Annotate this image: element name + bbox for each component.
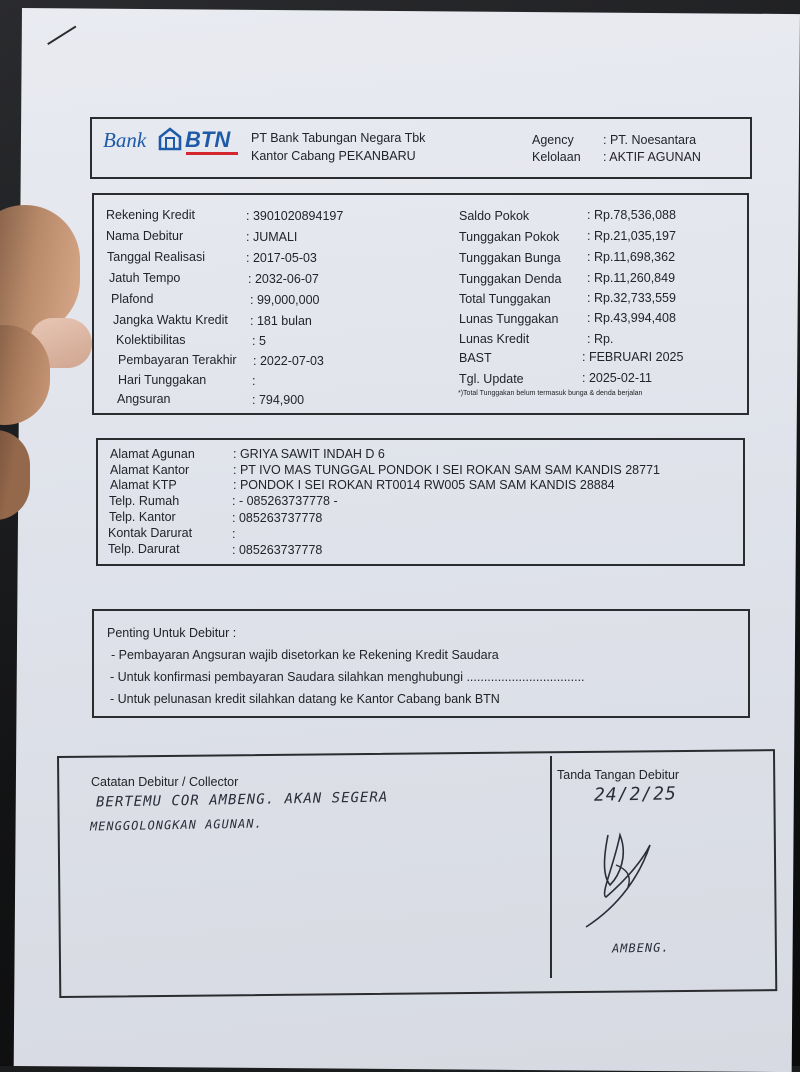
loan-left-label: Rekening Kredit [106, 208, 195, 222]
loan-left-label: Kolektibilitas [116, 333, 186, 347]
loan-left-label: Nama Debitur [106, 229, 184, 243]
loan-left-value: : 5 [252, 334, 266, 348]
handwritten-note-line1: BERTEMU COR AMBENG. AKAN SEGERA [95, 789, 389, 811]
loan-right-value: : 2025-02-11 [582, 371, 652, 385]
address-value: : GRIYA SAWIT INDAH D 6 [233, 447, 385, 461]
kelolaan-value: : AKTIF AGUNAN [603, 150, 701, 164]
address-label: Alamat Agunan [110, 447, 195, 461]
loan-right-value: : Rp.78,536,088 [587, 208, 676, 222]
loan-left-value: : JUMALI [246, 230, 298, 244]
loan-right-value: : Rp.43,994,408 [587, 311, 676, 325]
loan-right-label: Saldo Pokok [459, 209, 530, 223]
address-value: : 085263737778 [232, 543, 323, 557]
loan-right-label: Tunggakan Bunga [459, 251, 561, 265]
loan-right-label: Tunggakan Denda [459, 272, 562, 286]
loan-left-label: Jatuh Tempo [109, 271, 181, 285]
address-value: : PT IVO MAS TUNGGAL PONDOK I SEI ROKAN SAM SAM KANDIS 28771 [233, 463, 660, 477]
logo-underline [186, 152, 238, 155]
loan-right-value: : Rp.11,698,362 [587, 250, 676, 264]
address-value: : - 085263737778 - [232, 494, 338, 508]
agency-label: Agency [532, 133, 574, 147]
signature-scribble-icon [580, 815, 680, 935]
kelolaan-label: Kelolaan [532, 150, 581, 164]
branch-name: Kantor Cabang PEKANBARU [251, 149, 416, 163]
loan-right-value: : Rp.32,733,559 [587, 291, 676, 305]
loan-left-label: Plafond [111, 292, 154, 306]
notice-item: - Untuk pelunasan kredit silahkan datang ke Kantor Cabang bank BTN [110, 692, 500, 706]
loan-right-label: Tunggakan Pokok [459, 230, 560, 244]
loan-left-value: : 2032-06-07 [248, 272, 319, 286]
loan-right-label: BAST [459, 351, 492, 365]
loan-right-value: : Rp. [587, 332, 614, 346]
loan-left-value: : 2017-05-03 [246, 251, 317, 265]
address-label: Telp. Kantor [109, 510, 176, 524]
loan-right-label: Lunas Tunggakan [459, 312, 559, 326]
loan-right-label: Tgl. Update [459, 372, 524, 386]
handwritten-signature-name: AMBENG. [611, 940, 670, 956]
loan-right-value: : FEBRUARI 2025 [582, 350, 684, 364]
address-label: Telp. Darurat [108, 542, 180, 556]
address-label: Telp. Rumah [109, 494, 180, 508]
handwritten-signature-date: 24/2/25 [593, 783, 678, 806]
loan-left-label: Jangka Waktu Kredit [113, 313, 228, 327]
handwritten-note-line2: MENGGOLONGKAN AGUNAN. [89, 816, 263, 834]
signature-divider [550, 756, 552, 978]
address-value: : 085263737778 [232, 511, 323, 525]
loan-right-value: : Rp.21,035,197 [587, 229, 676, 243]
loan-left-label: Angsuran [117, 392, 171, 406]
loan-left-label: Tanggal Realisasi [107, 250, 205, 264]
loan-left-value: : 181 bulan [250, 314, 312, 328]
loan-left-value: : 2022-07-03 [253, 354, 324, 368]
address-label: Alamat Kantor [110, 463, 190, 477]
signature-title: Tanda Tangan Debitur [557, 768, 680, 782]
loan-left-label: Hari Tunggakan [118, 373, 207, 387]
loan-right-label: Lunas Kredit [459, 332, 530, 346]
company-name: PT Bank Tabungan Negara Tbk [251, 131, 426, 145]
loan-right-value: : Rp.11,260,849 [587, 271, 676, 285]
address-label: Alamat KTP [110, 478, 177, 492]
notice-title: Penting Untuk Debitur : [107, 626, 237, 640]
bank-logo-text: Bank [103, 128, 147, 152]
notes-title: Catatan Debitur / Collector [91, 775, 239, 789]
btn-logo-text: BTN [185, 127, 231, 152]
loan-left-value: : 99,000,000 [250, 293, 320, 307]
loan-left-value: : [252, 374, 256, 388]
btn-house-logo-icon [158, 127, 182, 151]
address-label: Kontak Darurat [108, 526, 193, 540]
address-value: : PONDOK I SEI ROKAN RT0014 RW005 SAM SAM KANDIS 28884 [233, 478, 615, 492]
loan-right-label: Total Tunggakan [459, 292, 551, 306]
pen-mark-icon [46, 22, 80, 46]
loan-footnote: *)Total Tunggakan belum termasuk bunga & denda berjalan [458, 390, 643, 397]
loan-left-label: Pembayaran Terakhir [118, 353, 237, 367]
loan-left-value: : 3901020894197 [246, 209, 344, 223]
notice-item: - Pembayaran Angsuran wajib disetorkan ke Rekening Kredit Saudara [111, 648, 499, 662]
notice-item: - Untuk konfirmasi pembayaran Saudara silahkan menghubungi .................................. [110, 670, 585, 684]
loan-left-value: : 794,900 [252, 393, 305, 407]
address-value: : [232, 527, 236, 541]
agency-value: : PT. Noesantara [603, 133, 697, 147]
